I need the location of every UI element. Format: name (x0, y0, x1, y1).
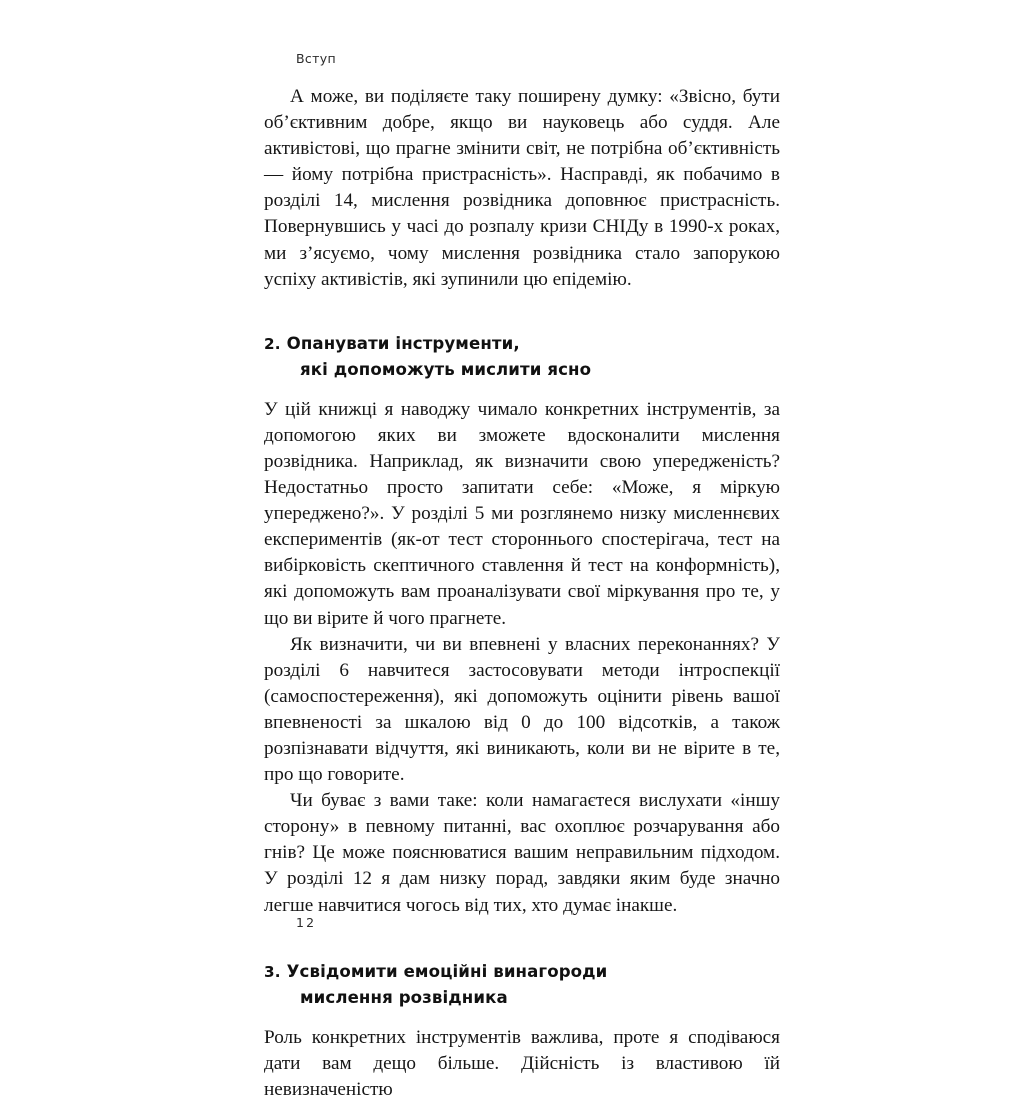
section-heading-3-number: 3. (264, 962, 281, 981)
paragraph-5: Роль конкретних інструментів важлива, проте я сподіваюся дати вам дещо більше. Дійсність із властивою їй невизначеністю (264, 1026, 780, 1100)
paragraph-1: А може, ви поділяєте таку поширену думку: «Звісно, бути об’єктивним добре, якщо ви науковець або суддя. Але активістові, що прагне змінити світ, не потрібна об’єктивність — йому потрібна пристрасність». Насправді, як побачимо в розділі 14, мислення розвідника доповнює пристрасність. Повернувшись у часі до розпалу кризи СНІДу в 1990-х роках, ми з’ясуємо, чому мислення розвідника стало запорукою успіху активістів, які зупинили цю епідемію. (264, 86, 780, 290)
section-heading-2 (264, 331, 780, 383)
section-heading-2-number: 2. (264, 334, 281, 353)
page-number: 12 (296, 915, 317, 930)
spacer-after-heading-2 (264, 383, 780, 397)
section-heading-3 (264, 959, 780, 1011)
section-heading-2-line2: які допоможуть мислити ясно (300, 360, 592, 380)
paragraph-4: Чи буває з вами таке: коли намагаєтеся вислухати «іншу сторону» в певному питанні, вас охоплює розчарування або гнів? Це може пояснюватися вашим неправильним підходом. У розділі 12 я дам низку порад, завдяки яким буде значно легше навчитися чогось від тих, хто думає інакше. (264, 790, 780, 916)
spacer-before-heading-2 (264, 293, 780, 331)
section-heading-3-line1: Усвідомити емоційні винагороди (286, 961, 608, 981)
spacer-after-heading-3 (264, 1011, 780, 1025)
running-header: Вступ (296, 51, 337, 66)
section-heading-3-line2: мислення розвідника (300, 988, 508, 1008)
paragraph-3: Як визначити, чи ви впевнені у власних переконаннях? У розділі 6 навчитеся застосовувати методи інтроспекції (самоспостереження), які допоможуть оцінити рівень вашої впевненості за шкалою від 0 до 100 відсотків, а також розпізнавати відчуття, які виникають, коли ви не вірите в те, про що говорите. (264, 633, 780, 786)
paragraph-2: У цій книжці я наводжу чимало конкретних інструментів, за допомогою яких ви зможете вдосконалити мислення розвідника. Наприклад, як визначити свою упередженість? Недостатньо просто запитати себе: «Може, я міркую упереджено?». У розділі 5 ми розглянемо низку мисленнєвих експериментів (як-от тест стороннього спостерігача, тест на вибірковість скептичного ставлення й тест на конформність), які допоможуть вам проаналізувати свої міркування про те, у що ви вірите й чого прагнете. (264, 398, 780, 629)
text-column (264, 84, 780, 1103)
spacer-before-heading-3 (264, 915, 780, 959)
section-heading-2-line1: Опанувати інструменти, (286, 333, 520, 353)
